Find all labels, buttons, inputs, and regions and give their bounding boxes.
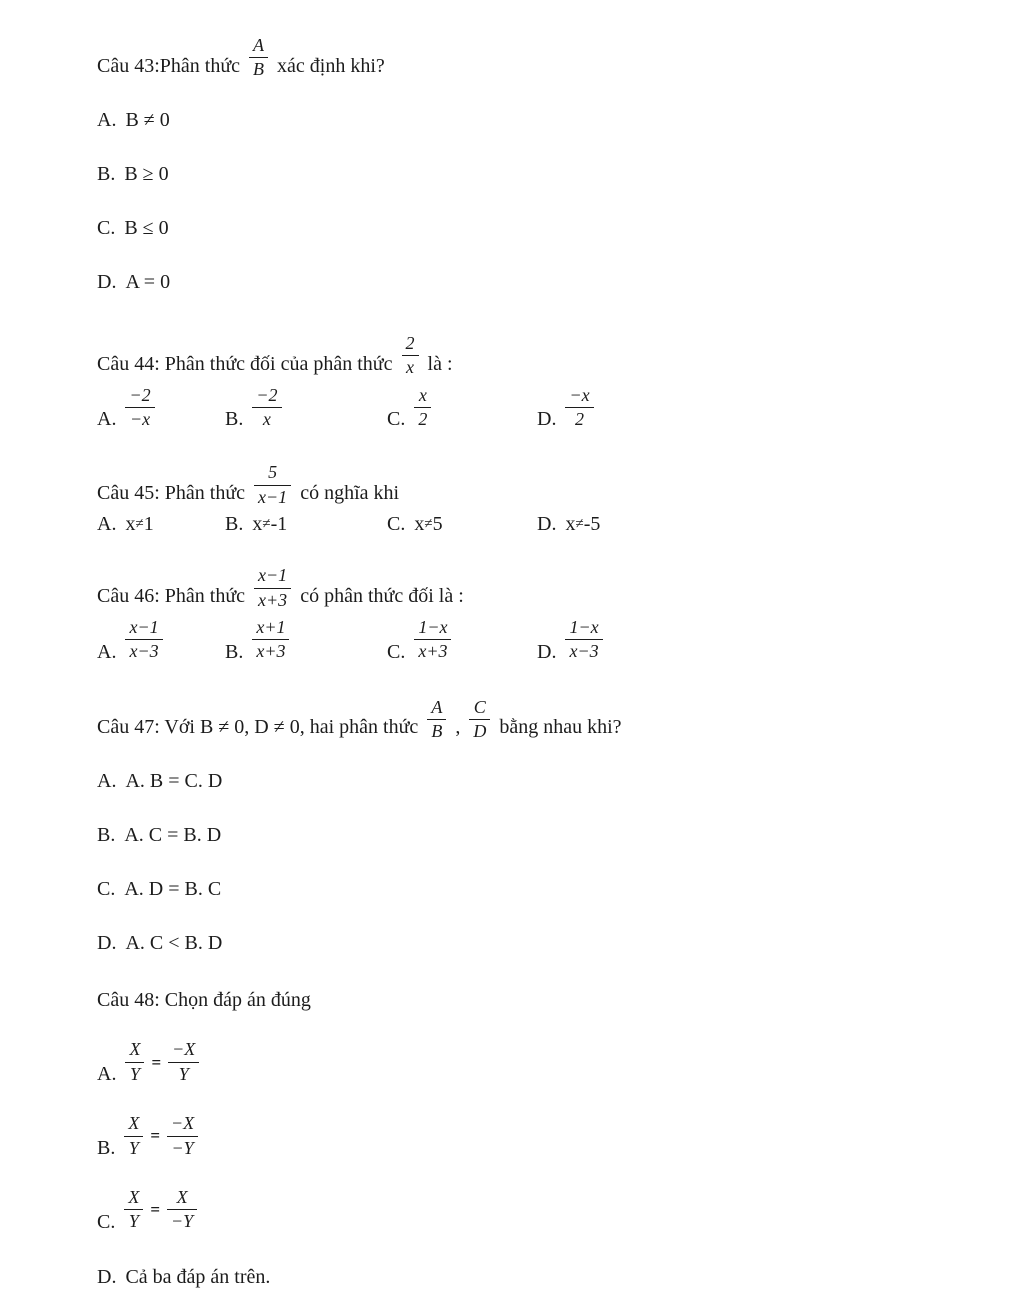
- option-letter: B.: [97, 162, 116, 185]
- not-equal-sign: ≠: [135, 515, 144, 532]
- option-46-d: [537, 616, 603, 664]
- option-letter: A.: [97, 108, 117, 131]
- question-44-options: [97, 384, 984, 432]
- option-equation: [125, 1038, 199, 1086]
- fraction-denominator: B: [253, 59, 265, 80]
- option-48-b: [97, 1112, 984, 1160]
- option-fraction: [252, 616, 289, 664]
- option-value: -5: [583, 513, 601, 536]
- question-46-text-before: Câu 46: Phân thức: [97, 584, 246, 607]
- option-letter: D.: [97, 932, 117, 955]
- fraction-left: [125, 1038, 144, 1086]
- option-letter: C.: [387, 513, 406, 536]
- option-fraction: [414, 616, 451, 664]
- option-43-a: [97, 109, 984, 132]
- fraction-right: [168, 1038, 199, 1086]
- option-letter: C.: [387, 640, 406, 663]
- option-text: A. B = C. D: [125, 770, 223, 793]
- option-44-b: [225, 384, 387, 432]
- option-47-a: [97, 770, 984, 793]
- question-48-title: Câu 48: Chọn đáp án đúng: [97, 989, 311, 1012]
- question-43: [97, 30, 984, 294]
- not-equal-sign: ≠: [575, 515, 584, 532]
- fraction-denominator: Y: [178, 1063, 189, 1084]
- option-44-a: [97, 384, 225, 432]
- fraction-numerator: x: [414, 384, 431, 408]
- question-43-text-before: Câu 43:Phân thức: [97, 54, 241, 77]
- option-letter: C.: [97, 1210, 116, 1233]
- option-text: Cả ba đáp án trên.: [125, 1265, 271, 1288]
- question-44: [97, 328, 984, 432]
- question-47: [97, 692, 984, 956]
- option-letter: A.: [97, 513, 117, 536]
- fraction-x-minus-1-over-x-plus-3: [254, 564, 291, 612]
- option-letter: D.: [97, 270, 117, 293]
- fraction-numerator: −x: [565, 384, 593, 408]
- fraction-numerator: x−1: [254, 564, 291, 588]
- option-fraction: [125, 616, 162, 664]
- fraction-denominator: −Y: [171, 1137, 194, 1158]
- fraction-denominator: x−3: [569, 641, 599, 662]
- fraction-a-over-b: [249, 34, 268, 82]
- equals-sign: =: [151, 1052, 162, 1072]
- option-var: x: [252, 513, 263, 536]
- fraction-numerator: X: [167, 1186, 197, 1210]
- option-45-d: [537, 513, 600, 536]
- option-fraction: [565, 616, 602, 664]
- question-46: [97, 560, 984, 664]
- option-text: A. C = B. D: [124, 824, 222, 847]
- option-text: B ≤ 0: [124, 216, 169, 239]
- not-equal-sign: ≠: [424, 515, 433, 532]
- fraction-numerator: 1−x: [414, 616, 451, 640]
- fraction-right: [167, 1186, 197, 1234]
- option-var: x: [414, 513, 425, 536]
- fraction-denominator: Y: [128, 1137, 139, 1158]
- fraction-right: [167, 1112, 198, 1160]
- question-47-line: [97, 692, 984, 740]
- fraction-denominator: D: [473, 721, 487, 742]
- option-letter: A.: [97, 408, 117, 431]
- fraction-left: [124, 1186, 143, 1234]
- question-45-text-before: Câu 45: Phân thức: [97, 482, 246, 505]
- fraction-denominator: x−3: [129, 641, 159, 662]
- option-letter: B.: [225, 640, 244, 663]
- option-43-b: [97, 163, 984, 186]
- option-text: A = 0: [125, 270, 171, 293]
- option-fraction: [252, 384, 281, 432]
- fraction-denominator: x+3: [258, 589, 288, 610]
- option-var: x: [565, 513, 576, 536]
- option-43-c: [97, 217, 984, 240]
- option-letter: D.: [537, 640, 557, 663]
- option-48-c: [97, 1186, 984, 1234]
- question-44-line: [97, 328, 984, 376]
- question-46-options: [97, 616, 984, 664]
- question-46-text-after: có phân thức đối là :: [300, 584, 464, 607]
- fraction-denominator: −x: [129, 408, 151, 429]
- fraction-denominator: x: [406, 357, 415, 378]
- option-letter: D.: [97, 1265, 117, 1288]
- option-value: 5: [432, 513, 443, 536]
- option-45-a: [97, 513, 225, 536]
- option-44-d: [537, 384, 594, 432]
- option-fraction: [565, 384, 593, 432]
- question-45-options: [97, 513, 984, 536]
- option-value: 1: [143, 513, 154, 536]
- not-equal-sign: ≠: [262, 515, 271, 532]
- fraction-2-over-x: [402, 332, 419, 380]
- question-45: [97, 457, 984, 536]
- question-48: [97, 989, 984, 1288]
- fraction-numerator: −X: [168, 1038, 199, 1062]
- option-47-c: [97, 878, 984, 901]
- fraction-numerator: 5: [254, 461, 291, 485]
- option-45-b: [225, 513, 387, 536]
- question-43-options: [97, 109, 984, 294]
- separator-comma: ,: [455, 716, 461, 739]
- option-45-c: [387, 513, 537, 536]
- fraction-denominator: Y: [128, 1211, 139, 1232]
- question-43-text-after: xác định khi?: [277, 54, 385, 77]
- fraction-a-over-b: [427, 696, 446, 744]
- option-letter: D.: [537, 408, 557, 431]
- option-fraction: [414, 384, 431, 432]
- fraction-numerator: −2: [252, 384, 281, 408]
- option-equation: [124, 1112, 198, 1160]
- question-46-line: [97, 560, 984, 608]
- fraction-5-over-x-minus-1: [254, 461, 291, 509]
- question-45-line: [97, 457, 984, 505]
- option-text: A. D = B. C: [124, 878, 222, 901]
- option-letter: B.: [225, 513, 244, 536]
- equals-sign: =: [150, 1126, 161, 1146]
- fraction-c-over-d: [469, 696, 490, 744]
- option-equation: [124, 1186, 197, 1234]
- equals-sign: =: [150, 1200, 161, 1220]
- option-letter: C.: [387, 408, 406, 431]
- fraction-denominator: −Y: [171, 1211, 194, 1232]
- option-letter: B.: [225, 408, 244, 431]
- question-47-text-after: bằng nhau khi?: [499, 716, 622, 739]
- question-47-options: [97, 770, 984, 955]
- question-44-text-before: Câu 44: Phân thức đối của phân thức: [97, 352, 393, 375]
- option-letter: B.: [97, 1137, 116, 1160]
- fraction-numerator: X: [125, 1038, 144, 1062]
- option-letter: B.: [97, 824, 116, 847]
- option-text: B ≠ 0: [125, 108, 170, 131]
- option-47-b: [97, 824, 984, 847]
- fraction-numerator: 1−x: [565, 616, 602, 640]
- option-text: A. C < B. D: [125, 932, 223, 955]
- option-48-a: [97, 1038, 984, 1086]
- option-44-c: [387, 384, 537, 432]
- fraction-numerator: x+1: [252, 616, 289, 640]
- option-letter: A.: [97, 770, 117, 793]
- fraction-numerator: A: [427, 696, 446, 720]
- option-47-d: [97, 932, 984, 955]
- fraction-numerator: −X: [167, 1112, 198, 1136]
- fraction-numerator: −2: [125, 384, 154, 408]
- fraction-numerator: X: [124, 1112, 143, 1136]
- fraction-numerator: C: [469, 696, 490, 720]
- fraction-denominator: 2: [575, 408, 585, 429]
- option-value: -1: [270, 513, 288, 536]
- fraction-left: [124, 1112, 143, 1160]
- fraction-denominator: 2: [418, 408, 428, 429]
- option-46-a: [97, 616, 225, 664]
- fraction-denominator: x+3: [256, 641, 286, 662]
- fraction-denominator: B: [431, 721, 443, 742]
- option-var: x: [125, 513, 136, 536]
- fraction-denominator: x−1: [258, 486, 288, 507]
- option-46-b: [225, 616, 387, 664]
- option-letter: A.: [97, 640, 117, 663]
- question-47-text-before: Câu 47: Với B ≠ 0, D ≠ 0, hai phân thức: [97, 716, 419, 739]
- option-letter: D.: [537, 513, 557, 536]
- option-text: B ≥ 0: [124, 162, 169, 185]
- fraction-denominator: x: [262, 408, 271, 429]
- fraction-numerator: A: [249, 34, 268, 58]
- option-fraction: [125, 384, 154, 432]
- question-43-line: [97, 30, 984, 78]
- option-letter: C.: [97, 216, 116, 239]
- question-45-text-after: có nghĩa khi: [300, 482, 400, 505]
- option-43-d: [97, 271, 984, 294]
- fraction-numerator: X: [124, 1186, 143, 1210]
- option-48-d: [97, 1266, 984, 1289]
- option-letter: C.: [97, 878, 116, 901]
- option-letter: A.: [97, 1063, 117, 1086]
- fraction-numerator: 2: [402, 332, 419, 356]
- fraction-denominator: Y: [129, 1063, 140, 1084]
- question-44-text-after: là :: [427, 352, 453, 375]
- fraction-denominator: x+3: [418, 641, 448, 662]
- fraction-numerator: x−1: [125, 616, 162, 640]
- option-46-c: [387, 616, 537, 664]
